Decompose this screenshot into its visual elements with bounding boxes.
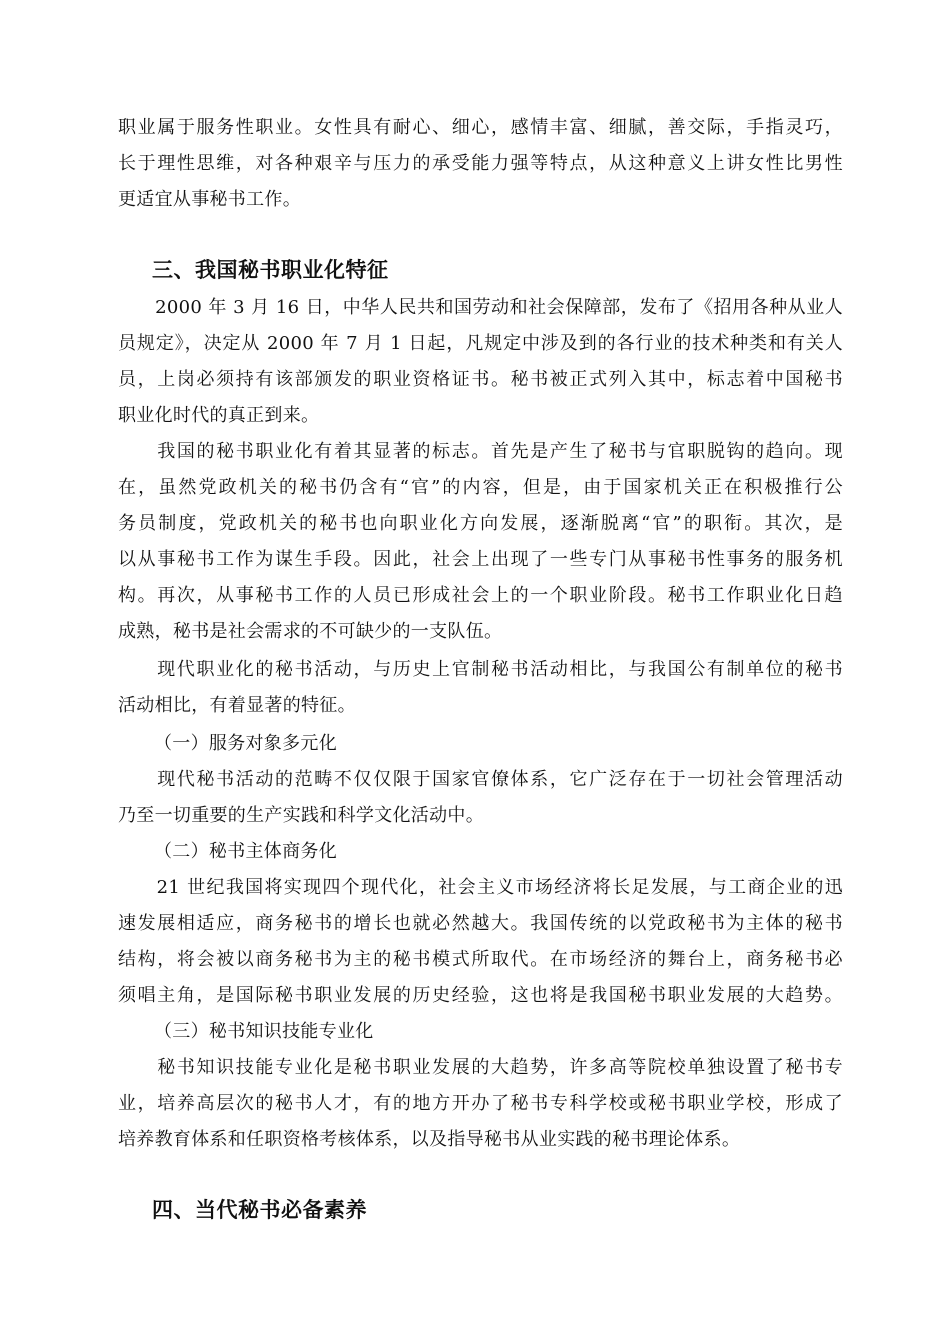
paragraph-line: 速发展相适应，商务秘书的增长也就必然越大。我国传统的以党政秘书为主体的秘书 [118,913,843,934]
paragraph-line: 我国的秘书职业化有着其显著的标志。首先是产生了秘书与官职脱钩的趋向。现 [118,441,843,462]
paragraph-line: 员规定》，决定从 2000 年 7 月 1 日起，凡规定中涉及到的各行业的技术种类和有关人 [118,333,843,354]
subheading-3: （三）秘书知识技能专业化 [154,1021,374,1042]
intro-line: 长于理性思维，对各种艰辛与压力的承受能力强等特点，从这种意义上讲女性比男性 [118,153,843,174]
paragraph-line: 员，上岗必须持有该部颁发的职业资格证书。秘书被正式列入其中，标志着中国秘书 [118,369,843,390]
paragraph-line: 务员制度，党政机关的秘书也向职业化方向发展，逐渐脱离“官”的职衔。其次，是 [118,513,843,534]
paragraph-line: 成熟，秘书是社会需求的不可缺少的一支队伍。 [118,621,503,642]
subheading-2: （二）秘书主体商务化 [154,841,337,862]
paragraph-line: 活动相比，有着显著的特征。 [118,695,356,716]
paragraph-line: 须唱主角，是国际秘书职业发展的历史经验，这也将是我国秘书职业发展的大趋势。 [118,985,843,1006]
paragraph-line: 业，培养高层次的秘书人才，有的地方开办了秘书专科学校或秘书职业学校，形成了 [118,1093,843,1114]
section-heading-4: 四、当代秘书必备素养 [152,1198,367,1222]
intro-line: 职业属于服务性职业。女性具有耐心、细心，感情丰富、细腻，善交际，手指灵巧， [118,117,843,138]
paragraph-line: 在，虽然党政机关的秘书仍含有“官”的内容，但是，由于国家机关正在积极推行公 [118,477,843,498]
paragraph-line: 乃至一切重要的生产实践和科学文化活动中。 [118,805,484,826]
paragraph-line: 2000 年 3 月 16 日，中华人民共和国劳动和社会保障部，发布了《招用各种从业人 [118,297,843,318]
subheading-1: （一）服务对象多元化 [154,733,337,754]
intro-line: 更适宜从事秘书工作。 [118,189,301,210]
paragraph-line: 秘书知识技能专业化是秘书职业发展的大趋势，许多高等院校单独设置了秘书专 [118,1057,843,1078]
paragraph-line: 构。再次，从事秘书工作的人员已形成社会上的一个职业阶段。秘书工作职业化日趋 [118,585,843,606]
paragraph-line: 现代秘书活动的范畴不仅仅限于国家官僚体系，它广泛存在于一切社会管理活动 [118,769,843,790]
paragraph-line: 培养教育体系和任职资格考核体系，以及指导秘书从业实践的秘书理论体系。 [118,1129,741,1150]
paragraph-line: 职业化时代的真正到来。 [118,405,320,426]
paragraph-line: 21 世纪我国将实现四个现代化，社会主义市场经济将长足发展，与工商企业的迅 [118,877,843,898]
paragraph-line: 现代职业化的秘书活动，与历史上官制秘书活动相比，与我国公有制单位的秘书 [118,659,843,680]
paragraph-line: 结构，将会被以商务秘书为主的秘书模式所取代。在市场经济的舞台上，商务秘书必 [118,949,843,970]
paragraph-line: 以从事秘书工作为谋生手段。因此，社会上出现了一些专门从事秘书性事务的服务机 [118,549,843,570]
section-heading-3: 三、我国秘书职业化特征 [152,258,389,282]
